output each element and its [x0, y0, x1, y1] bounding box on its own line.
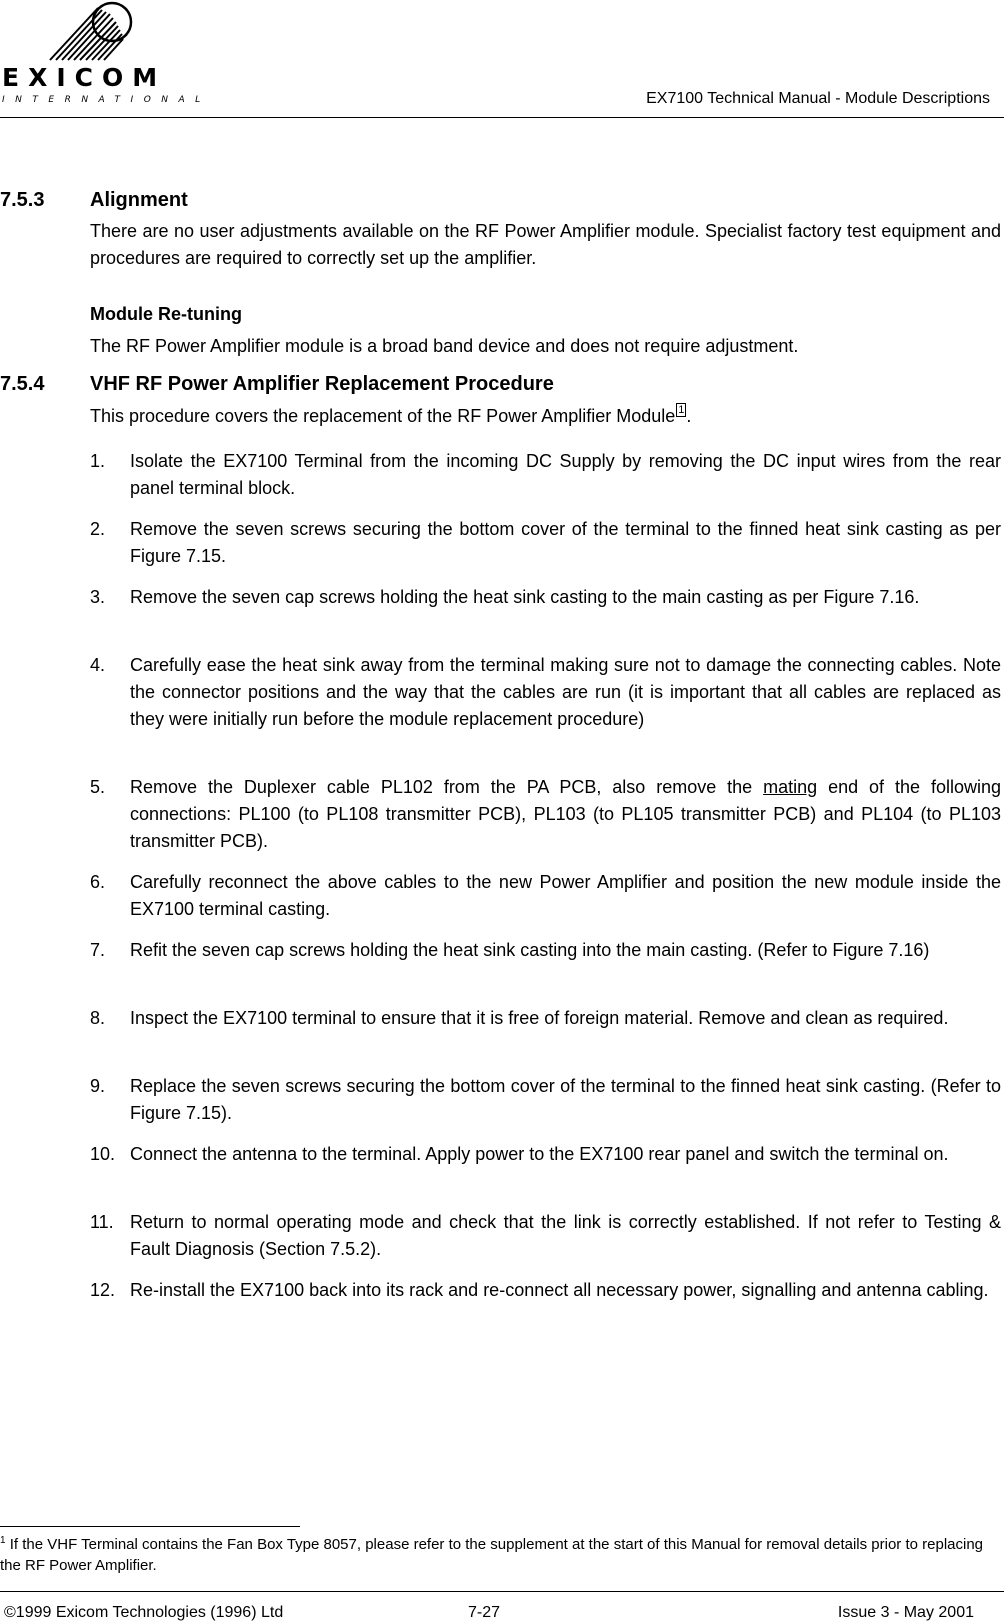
procedure-step	[90, 937, 1001, 964]
step-text-part: Remove the Duplexer cable PL102 from the PA PCB, also remove the	[130, 777, 764, 797]
step-text: Inspect the EX7100 terminal to ensure that it is free of foreign material. Remove and clean as required.	[130, 1008, 949, 1028]
step-text: Re-install the EX7100 back into its rack and re-connect all necessary power, signalling and antenna cabling.	[130, 1280, 989, 1300]
retuning-paragraph: The RF Power Amplifier module is a broad band device and does not require adjustment.	[90, 336, 799, 356]
step-text: Carefully ease the heat sink away from the terminal making sure not to damage the connecting cables. Note the connector positions and the way that the cables are run (it is important that all cables are replaced as they were initially run before the module replacement procedure)	[130, 655, 1001, 729]
step-number: 5.	[90, 777, 106, 797]
footer-issue: Issue 3 - May 2001	[837, 1604, 974, 1621]
section-number: 7.5.3	[0, 189, 45, 211]
footer-divider	[0, 1591, 1004, 1592]
step-number: 10.	[90, 1144, 116, 1164]
step-text	[130, 774, 1001, 855]
step-text: Carefully reconnect the above cables to the new Power Amplifier and position the new module inside the EX7100 terminal casting.	[130, 872, 1001, 919]
footnote-reference[interactable]: 1	[678, 404, 685, 416]
step-number: 7.	[90, 940, 106, 960]
footnote-mark: 1	[0, 1535, 6, 1546]
procedure-step	[90, 516, 1001, 570]
section-title: VHF RF Power Amplifier Replacement Procedure	[90, 373, 554, 395]
procedure-step	[90, 652, 1001, 733]
intro-end: .	[686, 406, 692, 426]
footer-copyright: ©1999 Exicom Technologies (1996) Ltd	[4, 1604, 284, 1621]
step-text: Connect the antenna to the terminal. Apply power to the EX7100 rear panel and switch the terminal on.	[130, 1144, 949, 1164]
step-number: 1.	[90, 451, 106, 471]
step-number: 12.	[90, 1280, 116, 1300]
step-text-part: end of the following connections: PL100 (to PL108 transmitter PCB), PL103 (to PL105 transmitter PCB) and PL104 (to PL103 transmitter PCB).	[130, 777, 1001, 851]
step-number: 9.	[90, 1076, 106, 1096]
procedure-step	[90, 869, 1001, 923]
section-number: 7.5.4	[0, 373, 45, 395]
alignment-paragraph: There are no user adjustments available on the RF Power Amplifier module. Specialist factory test equipment and procedures are required to correctly set up the amplifier.	[90, 221, 1001, 268]
step-text: Refit the seven cap screws holding the heat sink casting into the main casting. (Refer to Figure 7.16)	[130, 940, 930, 960]
procedure-step	[90, 1073, 1001, 1127]
step-text: Return to normal operating mode and check that the link is correctly established. If not refer to Testing & Fault Diagnosis (Section 7.5.2).	[130, 1212, 1001, 1259]
running-header: EX7100 Technical Manual - Module Descriptions	[646, 90, 990, 107]
procedure-step	[90, 1005, 1001, 1032]
subheading-module-retuning: Module Re-tuning	[90, 304, 242, 324]
step-number: 6.	[90, 872, 106, 892]
logo-subtitle: INTERNATIONAL	[2, 95, 211, 105]
procedure-step	[90, 774, 1001, 855]
procedure-step	[90, 1277, 1001, 1304]
step-number: 11.	[90, 1212, 114, 1232]
procedure-step	[90, 448, 1001, 502]
header-divider	[0, 117, 1004, 118]
footer-page-number: 7-27	[468, 1604, 501, 1621]
exicom-logo	[0, 0, 211, 112]
step-text: Remove the seven cap screws holding the heat sink casting to the main casting as per Figure 7.16.	[130, 587, 920, 607]
footnote-text: If the VHF Terminal contains the Fan Box Type 8057, please refer to the supplement at the start of this Manual for removal details prior to replacing the RF Power Amplifier.	[0, 1536, 984, 1574]
step-number: 4.	[90, 655, 106, 675]
step-text: Replace the seven screws securing the bottom cover of the terminal to the finned heat sink casting. (Refer to Figure 7.15).	[130, 1076, 1001, 1123]
procedure-intro	[90, 403, 1001, 430]
procedure-step	[90, 584, 1001, 611]
footnote-divider	[0, 1526, 300, 1527]
step-number: 2.	[90, 519, 106, 539]
procedure-step	[90, 1209, 1001, 1263]
section-title: Alignment	[90, 189, 188, 211]
step-number: 3.	[90, 587, 106, 607]
step-text: Isolate the EX7100 Terminal from the incoming DC Supply by removing the DC input wires from the rear panel terminal block.	[130, 451, 1001, 498]
procedure-step	[90, 1141, 1001, 1168]
intro-text: This procedure covers the replacement of the RF Power Amplifier Module	[90, 406, 676, 426]
logo-wordmark: EXICOM	[2, 63, 167, 92]
underlined-word: mating	[763, 777, 818, 797]
step-number: 8.	[90, 1008, 106, 1028]
footnote	[0, 1530, 990, 1576]
step-text: Remove the seven screws securing the bottom cover of the terminal to the finned heat sink casting as per Figure 7.15.	[130, 519, 1001, 566]
logo-emblem-icon	[0, 0, 175, 70]
